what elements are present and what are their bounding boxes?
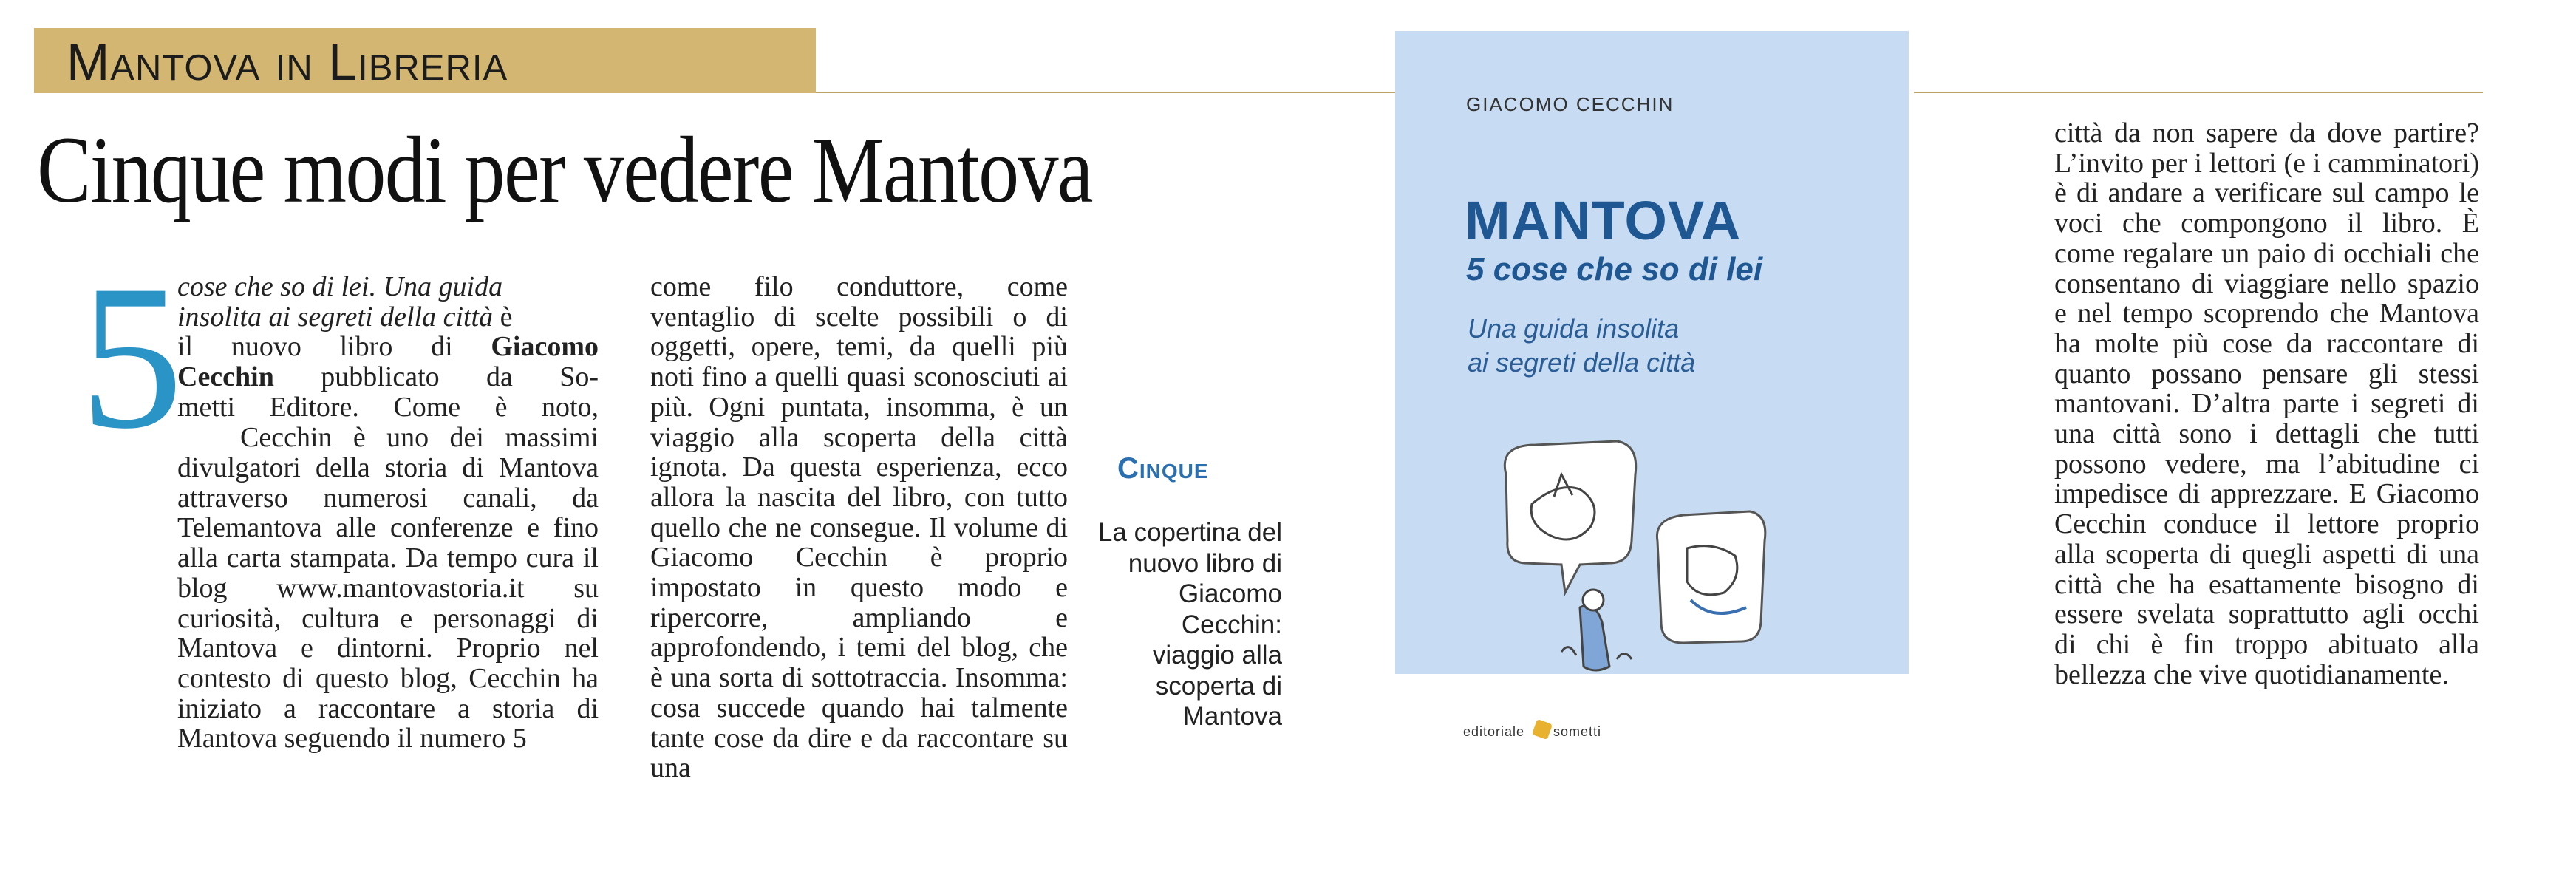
lead-line: cose che so di lei. Una guida bbox=[177, 271, 503, 302]
cover-title: MANTOVA bbox=[1465, 190, 1742, 251]
section-rubric: Mantova in Libreria bbox=[67, 33, 508, 91]
lead-line: metti Editore. Come è noto, bbox=[177, 391, 599, 423]
header-rule bbox=[816, 92, 1400, 93]
column-1-lead bbox=[177, 272, 599, 423]
headline: Cinque modi per vedere Mantova bbox=[37, 117, 1092, 222]
cover-footer bbox=[1395, 674, 1909, 755]
cover-tagline-line: ai segreti della città bbox=[1468, 347, 1696, 378]
column-1-body bbox=[177, 453, 599, 754]
cover-tagline bbox=[1468, 312, 1695, 380]
lead-line: il nuovo libro di Giacomo bbox=[177, 331, 599, 363]
column-4-paragraph: città da non sapere da dove partire? L’invito per i lettori (e i camminatori) è di andare a verificare sul campo le voci che compongono il libro. È come regalare un paio di occhiali che consentano di viaggiare nello spazio e nel tempo scoprendo che Mantova ha molte più cose da raccontare di quanto possano pensare gli stessi mantovani. D’altra parte i segreti di una città sono i dettagli che tutti possono vedere, ma l’abitudine ci impedisce di apprezzare. E Giacomo Cecchin conduce il lettore proprio alla scoperta di quegli aspetti di una città che ha esattamente bisogno di essere svelata soprattutto agli occhi di chi è fin troppo abituato alla bellezza che vive quotidianamente. bbox=[2054, 117, 2479, 690]
lead-line: Cecchin è uno dei massimi bbox=[240, 422, 599, 453]
cover-tagline-line: Una guida insolita bbox=[1468, 313, 1680, 344]
column-1-paragraph: divulgatori della storia di Mantova attraverso numerosi canali, da Telemantova alle conferenze e fino alla carta stampata. Da tempo cura il blog www.mantovastoria.it su curiosità, cultura e personaggi di Mantova e dintorni. Proprio nel contesto di questo blog, Cecchin ha iniziato a raccontare a storia di Mantova seguendo il numero 5 bbox=[177, 452, 599, 755]
column-2 bbox=[650, 272, 1068, 783]
header-rule-right bbox=[1914, 92, 2483, 93]
lead-line: insolita ai segreti della città è bbox=[177, 301, 513, 333]
caption-title: Cinque bbox=[1117, 452, 1209, 485]
column-4 bbox=[2054, 118, 2479, 689]
cover-author: GIACOMO CECCHIN bbox=[1466, 93, 1674, 115]
column-1-lead-line-6 bbox=[240, 423, 599, 453]
column-2-paragraph: come filo conduttore, come ventaglio di scelte possibili o di oggetti, opere, temi, da quelli più noti fino a quelli quasi sconosciuti ai più. Ogni puntata, insomma, è un viaggio alla scoperta della città ignota. Da questa esperienza, ecco allora la nascita del libro, con tutto quello che ne consegue. Il volume di Giacomo Cecchin è proprio impostato in questo modo e ripercorre, ampliando e approfondendo, i temi del blog, che è una sorta di sottotraccia. Insomma: cosa succede quando hai talmente tante cose da dire e da raccontare su una bbox=[650, 271, 1068, 784]
cover-publisher-name: sometti bbox=[1553, 724, 1602, 739]
caption-text: La copertina del nuovo libro di Giacomo Cecchin: viaggio alla scoperta di Mantova bbox=[1097, 518, 1282, 731]
cover-subtitle: 5 cose che so di lei bbox=[1466, 251, 1763, 287]
cover-publisher: editoriale bbox=[1463, 724, 1525, 739]
lead-line: Cecchin pubblicato da So- bbox=[177, 361, 599, 393]
drop-numeral: 5 bbox=[80, 242, 183, 471]
